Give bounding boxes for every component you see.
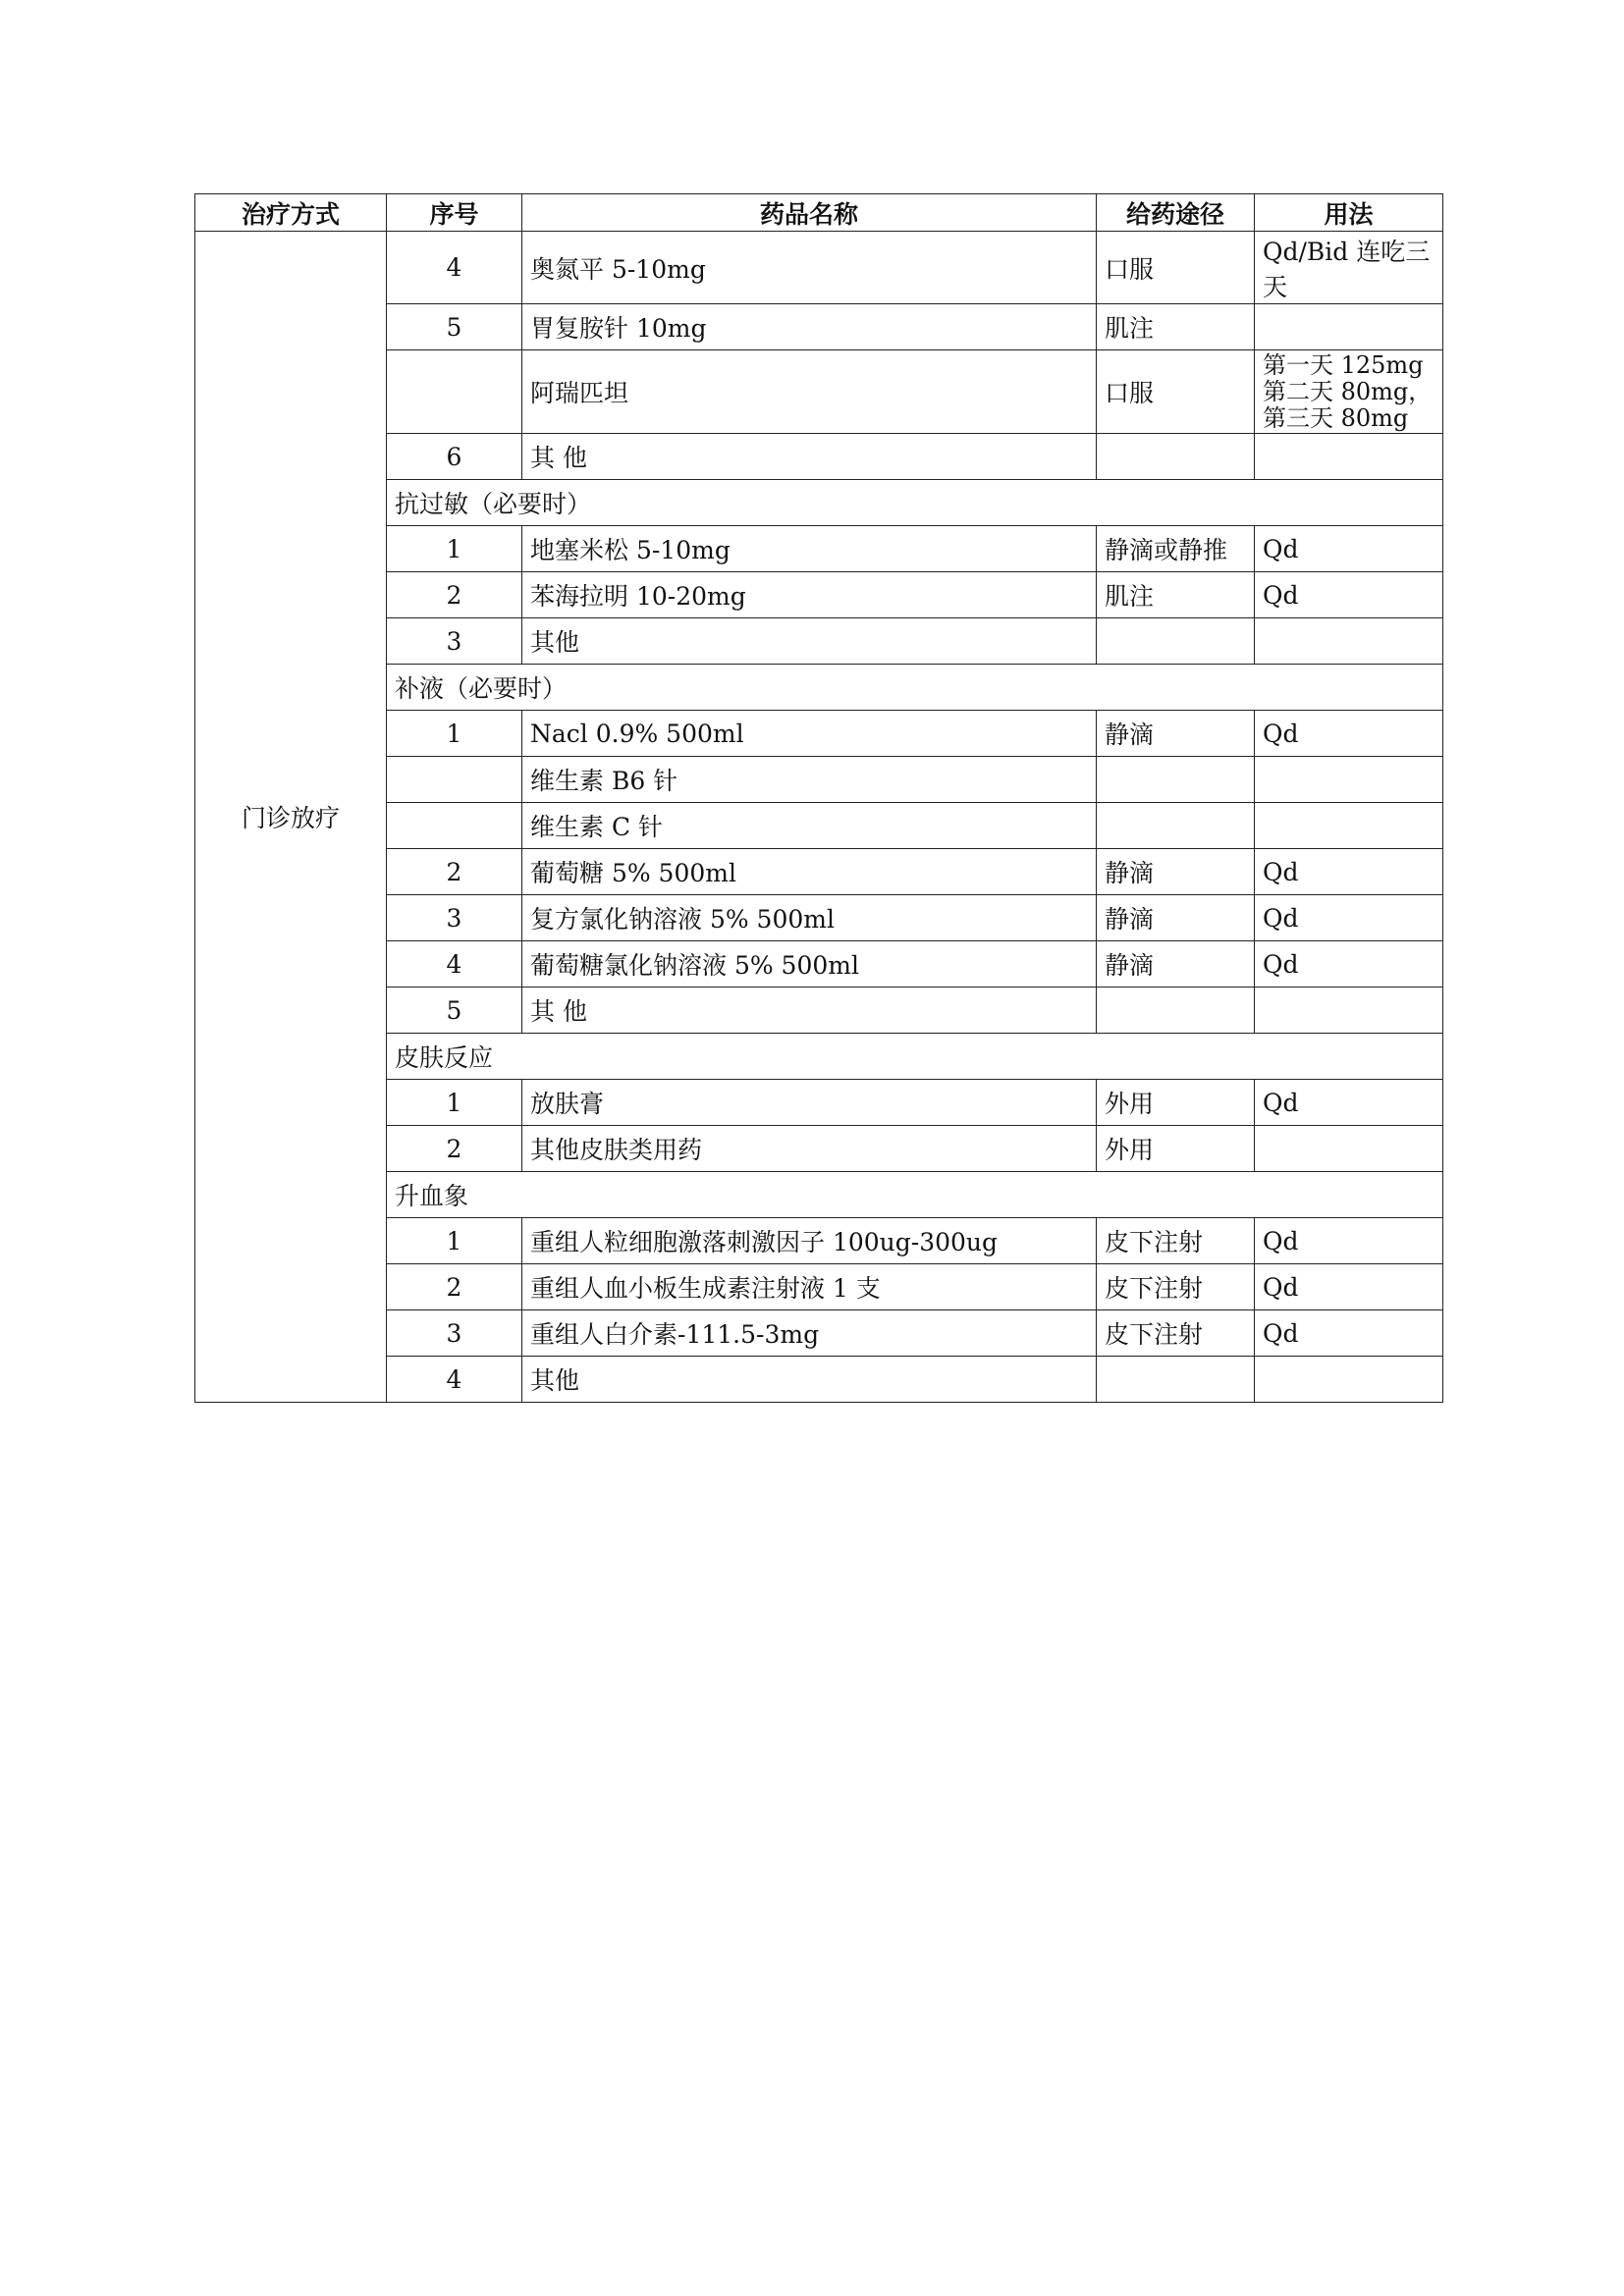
usage-cell: Qd <box>1255 711 1443 757</box>
drug-name-cell: 其他 <box>522 618 1097 665</box>
route-cell: 皮下注射 <box>1097 1310 1255 1357</box>
drug-name-cell: 葡萄糖氯化钠溶液 5% 500ml <box>522 941 1097 988</box>
drug-name-cell: 其 他 <box>522 988 1097 1034</box>
seq-cell: 3 <box>387 895 522 941</box>
header-route: 给药途径 <box>1097 194 1255 232</box>
route-cell: 静滴 <box>1097 849 1255 895</box>
drug-name-cell: 重组人血小板生成素注射液 1 支 <box>522 1264 1097 1310</box>
treatment-mode-cell: 门诊放疗 <box>195 232 387 1403</box>
drug-name-cell: 苯海拉明 10-20mg <box>522 572 1097 618</box>
route-cell: 静滴 <box>1097 895 1255 941</box>
usage-cell <box>1255 1357 1443 1403</box>
seq-cell <box>387 757 522 803</box>
drug-name-cell: 地塞米松 5-10mg <box>522 526 1097 572</box>
route-cell: 静滴或静推 <box>1097 526 1255 572</box>
usage-cell: Qd/Bid 连吃三天 <box>1255 232 1443 304</box>
drug-name-cell: 重组人粒细胞激落刺激因子 100ug-300ug <box>522 1218 1097 1264</box>
seq-cell: 2 <box>387 849 522 895</box>
route-cell <box>1097 618 1255 665</box>
seq-cell: 1 <box>387 526 522 572</box>
route-cell: 口服 <box>1097 232 1255 304</box>
usage-line: 第二天 80mg， <box>1263 377 1433 405</box>
route-cell: 静滴 <box>1097 711 1255 757</box>
table-header-row <box>195 194 1443 232</box>
seq-cell: 3 <box>387 618 522 665</box>
usage-cell <box>1255 618 1443 665</box>
usage-cell: Qd <box>1255 1080 1443 1126</box>
drug-name-cell: 维生素 C 针 <box>522 803 1097 849</box>
seq-cell: 2 <box>387 572 522 618</box>
usage-cell <box>1255 757 1443 803</box>
route-cell <box>1097 803 1255 849</box>
usage-line: 第三天 80mg <box>1263 403 1409 432</box>
route-cell: 外用 <box>1097 1080 1255 1126</box>
usage-cell: Qd <box>1255 941 1443 988</box>
drug-name-cell: Nacl 0.9% 500ml <box>522 711 1097 757</box>
usage-cell <box>1255 304 1443 350</box>
header-drug-name: 药品名称 <box>522 194 1097 232</box>
header-treatment-mode: 治疗方式 <box>195 194 387 232</box>
seq-cell: 2 <box>387 1264 522 1310</box>
seq-cell: 6 <box>387 434 522 480</box>
drug-name-cell: 放肤膏 <box>522 1080 1097 1126</box>
usage-cell: Qd <box>1255 1310 1443 1357</box>
route-cell <box>1097 757 1255 803</box>
header-seq: 序号 <box>387 194 522 232</box>
drug-name-cell: 其 他 <box>522 434 1097 480</box>
section-title: 补液（必要时） <box>387 665 1443 711</box>
route-cell <box>1097 434 1255 480</box>
seq-cell: 4 <box>387 232 522 304</box>
route-cell: 肌注 <box>1097 572 1255 618</box>
drug-name-cell: 重组人白介素-111.5-3mg <box>522 1310 1097 1357</box>
usage-cell <box>1255 434 1443 480</box>
seq-cell: 1 <box>387 1080 522 1126</box>
drug-name-cell: 阿瑞匹坦 <box>522 350 1097 434</box>
route-cell <box>1097 988 1255 1034</box>
seq-cell: 1 <box>387 711 522 757</box>
usage-cell: Qd <box>1255 895 1443 941</box>
seq-cell: 4 <box>387 1357 522 1403</box>
drug-name-cell: 奥氮平 5-10mg <box>522 232 1097 304</box>
route-cell: 肌注 <box>1097 304 1255 350</box>
usage-cell: Qd <box>1255 572 1443 618</box>
route-cell <box>1097 1357 1255 1403</box>
drug-name-cell: 其他皮肤类用药 <box>522 1126 1097 1172</box>
route-cell: 皮下注射 <box>1097 1218 1255 1264</box>
seq-cell: 2 <box>387 1126 522 1172</box>
usage-cell: Qd <box>1255 1218 1443 1264</box>
route-cell: 外用 <box>1097 1126 1255 1172</box>
usage-cell <box>1255 1126 1443 1172</box>
section-title: 抗过敏（必要时） <box>387 480 1443 526</box>
section-title: 升血象 <box>387 1172 1443 1218</box>
seq-cell: 4 <box>387 941 522 988</box>
seq-cell <box>387 803 522 849</box>
seq-cell: 1 <box>387 1218 522 1264</box>
drug-name-cell: 葡萄糖 5% 500ml <box>522 849 1097 895</box>
usage-cell <box>1255 988 1443 1034</box>
usage-cell <box>1255 350 1443 434</box>
route-cell: 静滴 <box>1097 941 1255 988</box>
table-row <box>195 232 1443 304</box>
header-usage: 用法 <box>1255 194 1443 232</box>
route-cell: 口服 <box>1097 350 1255 434</box>
seq-cell: 3 <box>387 1310 522 1357</box>
usage-cell: Qd <box>1255 526 1443 572</box>
route-cell: 皮下注射 <box>1097 1264 1255 1310</box>
medication-table <box>194 193 1443 1403</box>
drug-name-cell: 复方氯化钠溶液 5% 500ml <box>522 895 1097 941</box>
drug-name-cell: 其他 <box>522 1357 1097 1403</box>
section-title: 皮肤反应 <box>387 1034 1443 1080</box>
usage-cell: Qd <box>1255 849 1443 895</box>
usage-cell: Qd <box>1255 1264 1443 1310</box>
seq-cell: 5 <box>387 304 522 350</box>
seq-cell: 5 <box>387 988 522 1034</box>
seq-cell <box>387 350 522 434</box>
usage-line: 第一天 125mg <box>1263 350 1424 379</box>
usage-cell <box>1255 803 1443 849</box>
drug-name-cell: 胃复胺针 10mg <box>522 304 1097 350</box>
drug-name-cell: 维生素 B6 针 <box>522 757 1097 803</box>
